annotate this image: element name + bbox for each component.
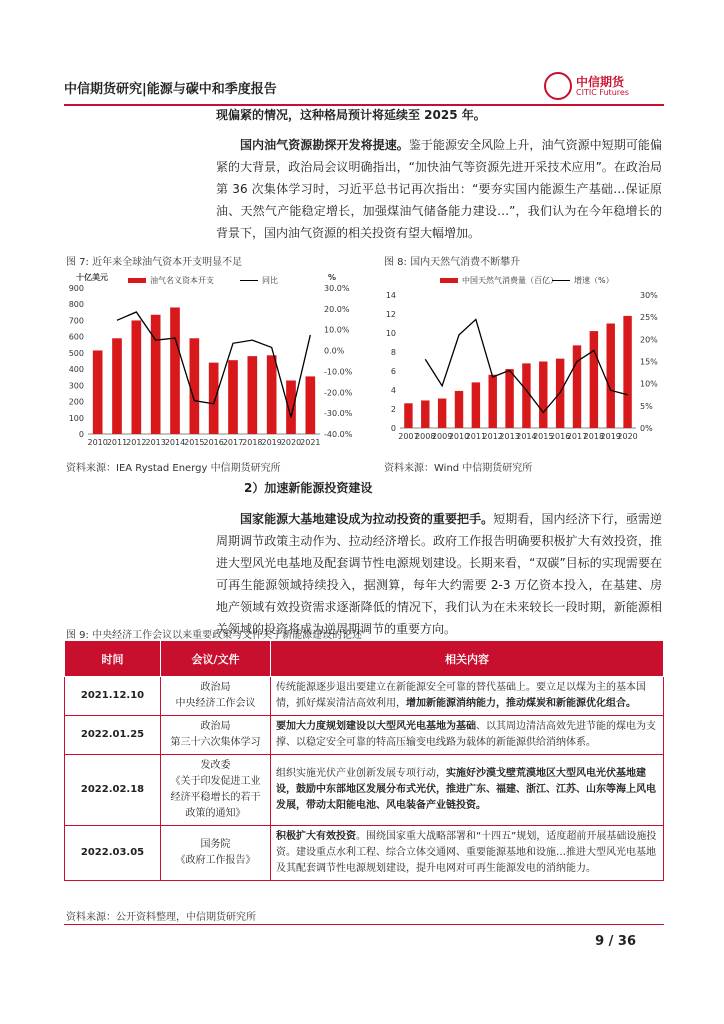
- para1-lead: 国内油气资源勘探开发将提速。: [240, 138, 409, 152]
- bar: [539, 362, 547, 429]
- logo-en: CITIC Futures: [576, 88, 629, 97]
- x-tick-label: 2019: [600, 432, 621, 441]
- logo-cn: 中信期货: [576, 75, 625, 89]
- x-tick-label: 2012: [126, 438, 147, 447]
- content-bold: 实施好沙漠戈壁荒漠地区大型风电光伏基地建设，鼓励中东部地区发展分布式光伏，推进广东、福建、浙江、江苏、山东等海上风电发展，带动太阳能电池、风电装备产业链投资。: [276, 768, 656, 811]
- table-row: [65, 826, 664, 881]
- chart-oil-gas-capex: [62, 268, 362, 454]
- y-left-tick: 2: [390, 405, 396, 414]
- bar: [404, 403, 412, 428]
- bar: [190, 338, 200, 434]
- section2-lead: 国家能源大基地建设成为拉动投资的重要把手。: [240, 512, 494, 526]
- policy-table: [64, 640, 664, 881]
- y-left-tick: 4: [390, 386, 396, 395]
- content-pre: 传统能源逐步退出要建立在新能源安全可靠的替代基础上。要立足以煤为主的基本国情，抓好煤炭清洁高效利用，: [276, 682, 646, 709]
- table-row: [65, 755, 664, 826]
- y-left-tick: 0: [78, 430, 84, 439]
- y-left-tick: 8: [390, 348, 396, 357]
- y-right-tick: -40.0%: [324, 430, 353, 439]
- x-tick-label: 2018: [583, 432, 605, 441]
- y-right-tick: 30%: [640, 291, 658, 300]
- x-tick-label: 2009: [431, 432, 453, 441]
- bar: [607, 324, 615, 429]
- page-number: 9 / 36: [595, 934, 636, 949]
- cell-content: [271, 826, 664, 881]
- content-bold: 积极扩大有效投资: [276, 831, 356, 842]
- intro-line: 现偏紧的情况，这种格局预计将延续至 2025 年。: [216, 108, 486, 122]
- y-right-unit: %: [328, 273, 337, 282]
- para1-text: 鉴于能源安全风险上升，油气资源中短期可能偏紧的大背景，政治局会议明确指出，“加快油气等资源先进开采技术应用”。在政治局第 36 次集体学习时，习近平总书记再次指出：“要夯实国内能源生产基础…保证原油、天然气产能稳定增长，加强煤油气储备能力建设…”，我们认为在今年稳增长的背景下，国内油气资源的相关投资有望大幅增加。: [216, 138, 662, 240]
- bar: [489, 375, 497, 428]
- y-right-tick: -20.0%: [324, 388, 353, 398]
- cell-content: [271, 716, 664, 755]
- fig8-caption: 图 8: 国内天然气消费不断攀升: [384, 257, 521, 268]
- cell-date: 2022.03.05: [65, 826, 161, 881]
- th-meeting: 会议/文件: [161, 641, 271, 677]
- section2-title: 2）加速新能源投资建设: [244, 481, 373, 495]
- legend-bar-swatch: [128, 278, 146, 283]
- x-tick-label: 2010: [87, 438, 108, 447]
- y-right-tick: 0%: [640, 424, 653, 433]
- y-right-tick: 20.0%: [324, 304, 350, 314]
- cell-meeting: 政治局 第三十六次集体学习: [161, 716, 271, 755]
- content-post: 、以其周边清洁高效先进节能的煤电为支撑、以稳定安全可靠的特高压输变电线路为载体的新能源供给消纳体系。: [276, 721, 656, 748]
- fig9-caption: 图 9: 中央经济工作会议以来重要政策与文件关于新能源建设的论述: [66, 630, 363, 641]
- y-left-tick: 300: [68, 381, 84, 391]
- table-header-row: [65, 641, 664, 677]
- y-left-tick: 600: [68, 332, 84, 342]
- bar: [590, 331, 598, 428]
- x-tick-label: 2012: [482, 432, 503, 441]
- content-pre: 组织实施光伏产业创新发展专项行动，: [276, 768, 446, 779]
- legend-line-label: 增速（%）: [574, 276, 614, 285]
- bar: [93, 350, 103, 434]
- legend-line-label: 同比: [262, 276, 278, 285]
- x-tick-label: 2021: [300, 438, 321, 447]
- report-title: 中信期货研究|能源与碳中和季度报告: [64, 82, 277, 97]
- y-left-tick: 6: [390, 367, 396, 376]
- bar: [151, 315, 161, 434]
- cell-meeting: 国务院 《政府工作报告》: [161, 826, 271, 881]
- bar: [267, 355, 277, 434]
- x-tick-label: 2017: [566, 432, 588, 441]
- y-left-tick: 12: [385, 310, 396, 319]
- cell-date: 2022.01.25: [65, 716, 161, 755]
- y-right-tick: -30.0%: [324, 409, 353, 419]
- fig9-source: 资料来源：公开资料整理，中信期货研究所: [66, 912, 256, 923]
- logo-emblem-icon: [544, 72, 572, 100]
- th-content: 相关内容: [271, 641, 664, 677]
- x-tick-label: 2015: [533, 432, 554, 441]
- cell-content: [271, 677, 664, 716]
- page-header: [64, 70, 664, 108]
- cell-date: 2021.12.10: [65, 677, 161, 716]
- bar: [209, 363, 219, 434]
- bar: [112, 338, 122, 434]
- y-left-tick: 14: [385, 291, 396, 300]
- bar: [455, 391, 463, 428]
- y-left-tick: 800: [68, 300, 84, 310]
- y-left-tick: 700: [68, 316, 84, 326]
- bar: [170, 307, 180, 434]
- x-tick-label: 2013: [145, 438, 166, 447]
- x-tick-label: 2011: [106, 438, 128, 447]
- cell-date: 2022.02.18: [65, 755, 161, 826]
- y-right-tick: 25%: [640, 313, 658, 323]
- cell-meeting: 发改委 《关于印发促进工业经济平稳增长的若干政策的通知》: [161, 755, 271, 826]
- cell-content: [271, 755, 664, 826]
- legend-bar-label: 油气名义资本开支: [150, 276, 214, 285]
- x-tick-label: 2015: [184, 438, 205, 447]
- content-bold: 要加大力度规划建设以大型风光电基地为基础: [276, 721, 476, 732]
- bar: [623, 316, 631, 428]
- chart-gas-consumption: [378, 268, 668, 454]
- y-right-tick: -10.0%: [324, 367, 353, 377]
- bar: [421, 400, 429, 428]
- cell-meeting: 政治局 中央经济工作会议: [161, 677, 271, 716]
- x-tick-label: 2018: [242, 438, 263, 447]
- y-right-tick: 10.0%: [324, 325, 350, 335]
- y-left-tick: 900: [68, 284, 84, 293]
- x-tick-label: 2013: [499, 432, 520, 441]
- fig7-source: 资料来源：IEA Rystad Energy 中信期货研究所: [66, 463, 281, 474]
- y-left-tick: 0: [390, 424, 396, 433]
- bar: [505, 369, 513, 428]
- x-tick-label: 2007: [398, 432, 419, 441]
- bar: [472, 382, 480, 428]
- y-right-tick: 5%: [640, 401, 653, 411]
- x-tick-label: 2020: [617, 432, 638, 441]
- table-row: [65, 716, 664, 755]
- bar: [228, 360, 238, 434]
- x-tick-label: 2011: [465, 432, 487, 441]
- x-tick-label: 2020: [280, 438, 302, 447]
- x-tick-label: 2017: [222, 438, 244, 447]
- x-tick-label: 2008: [415, 432, 436, 441]
- table-row: [65, 677, 664, 716]
- y-left-tick: 100: [68, 413, 84, 423]
- fig8-source: 资料来源：Wind 中信期货研究所: [384, 463, 533, 474]
- bar: [248, 356, 258, 434]
- section2-text: 短期看，国内经济下行，亟需逆周期调节政策主动作为、拉动经济增长。政府工作报告明确要积极扩大有效投资，推进大型风光电基地及配套调节性电源规划建设。长期来看，“双碳”目标的实现需要在可再生能源领域持续投入，据测算，每年大约需要 2-3 万亿资本投入，在基建、房地产领域有效投资需求逐渐降低的情况下，我们认为在未来较长一段时期，新能源相关领域的投资将成为逆周期调节的重要方向。: [216, 512, 662, 636]
- y-left-tick: 10: [385, 329, 396, 338]
- y-left-tick: 200: [68, 397, 84, 407]
- y-left-unit: 十亿美元: [76, 273, 108, 282]
- x-tick-label: 2014: [516, 432, 537, 441]
- x-tick-label: 2010: [448, 432, 470, 441]
- x-tick-label: 2016: [549, 432, 571, 441]
- y-right-tick: 10%: [640, 379, 658, 389]
- legend-bar-swatch: [440, 278, 458, 283]
- footer-divider: [64, 924, 664, 925]
- paragraph-oil-gas: [216, 134, 662, 244]
- bar: [438, 399, 446, 428]
- bar: [306, 376, 316, 434]
- citic-logo: [544, 70, 664, 104]
- y-left-tick: 400: [68, 365, 84, 375]
- th-date: 时间: [65, 641, 161, 677]
- bar: [522, 363, 530, 428]
- x-tick-label: 2019: [261, 438, 282, 447]
- y-right-tick: 20%: [640, 335, 658, 345]
- y-right-tick: 0.0%: [324, 346, 345, 356]
- bar: [573, 345, 581, 428]
- content-post: 。围绕国家重大战略部署和“十四五”规划，适度超前开展基础设施投资。建设重点水利工程、综合立体交通网、重要能源基地和设施…推进大型风光电基地及其配套调节性电源规划建设，提升电网对可再生能源发电的消纳能力。: [276, 831, 657, 874]
- legend-bar-label: 中国天然气消费量（百亿）: [462, 276, 558, 285]
- content-bold: 增加新能源消纳能力，推动煤炭和新能源优化组合。: [406, 698, 636, 709]
- x-tick-label: 2016: [203, 438, 224, 447]
- fig7-caption: 图 7: 近年来全球油气资本开支明显不足: [66, 257, 243, 268]
- x-tick-label: 2014: [164, 438, 186, 447]
- y-left-tick: 500: [68, 348, 84, 358]
- y-right-tick: 30.0%: [324, 284, 350, 293]
- bar: [132, 320, 142, 434]
- paragraph-new-energy: [216, 508, 662, 640]
- y-right-tick: 15%: [640, 357, 658, 367]
